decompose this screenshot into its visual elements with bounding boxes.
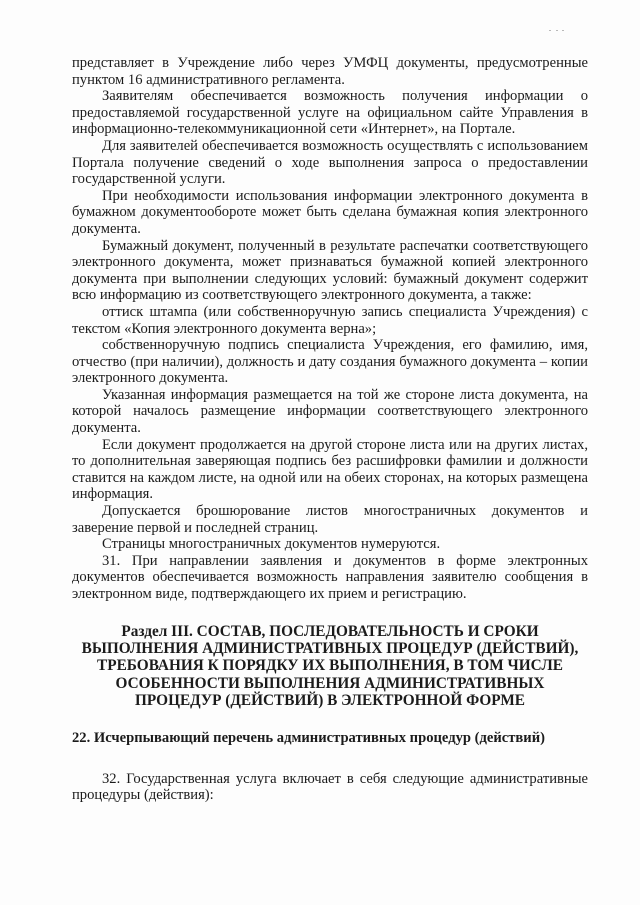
paragraph-11: Страницы многостраничных документов нумеруются. [102, 536, 441, 553]
paragraph-7: собственноручную подпись специалиста Учреждения, его фамилию, имя, отчество (при наличии), должность и дату создания бумажного документа – копии электронного документа. [72, 337, 588, 387]
paragraph-5: Бумажный документ, полученный в результате распечатки соответствующего электронного документа, может признаваться бумажной копией электронного документа при выполнении следующих условий: бумажный документ содержит всю информацию из соответствующего электронного документа, а также: [72, 237, 588, 304]
paragraph-2: Заявителям обеспечивается возможность получения информации о предоставляемой государственной услуге на официальном сайте Управления в информационно-телекоммуникационной сети «Интернет», на Портале. [72, 88, 588, 138]
paragraph-32: 32. Государственная услуга включает в себя следующие административные процедуры (действия): [72, 770, 588, 804]
subsection-title: 22. Исчерпывающий перечень административных процедур (действий) [72, 729, 545, 746]
paragraph-3: Для заявителей обеспечивается возможность осуществлять с использованием Портала получение сведений о ходе выполнения запроса о предоставлении государственной услуги. [72, 137, 588, 188]
paragraph-4: При необходимости использования информации электронного документа в бумажном документообороте может быть сделана бумажная копия электронного документа. [72, 187, 588, 237]
paragraph-9: Если документ продолжается на другой стороне листа или на других листах, то дополнительная заверяющая подпись без расшифровки фамилии и должности ставится на каждом листе, на одной или на обеих сторонах, на которых размещена информация. [72, 436, 588, 503]
paragraph-12: 31. При направлении заявления и документов в форме электронных документов обеспечивается возможность направления заявителю сообщения в электронном виде, подтверждающего их прием и регистрацию. [72, 552, 588, 602]
paragraph-6: оттиск штампа (или собственноручную запись специалиста Учреждения) с текстом «Копия электронного документа верна»; [72, 303, 588, 337]
paragraph-8: Указанная информация размещается на той же стороне листа документа, на которой началось размещение информации соответствующего электронного документа. [72, 386, 588, 437]
paragraph-1: представляет в Учреждение либо через УМФЦ документы, предусмотренные пунктом 16 административного регламента. [72, 55, 588, 88]
document-body [72, 55, 588, 804]
section-title: Раздел III. СОСТАВ, ПОСЛЕДОВАТЕЛЬНОСТЬ И СРОКИ ВЫПОЛНЕНИЯ АДМИНИСТРАТИВНЫХ ПРОЦЕДУР (ДЕЙСТВИЙ), ТРЕБОВАНИЯ К ПОРЯДКУ ИХ ВЫПОЛНЕНИЯ, В ТОМ ЧИСЛЕ ОСОБЕННОСТИ ВЫПОЛНЕНИЯ АДМИНИСТРАТИВНЫХ ПРОЦЕДУР (ДЕЙСТВИЙ) В ЭЛЕКТРОННОЙ ФОРМЕ [81, 622, 579, 710]
paragraph-10: Допускается брошюрование листов многостраничных документов и заверение первой и последней страниц. [72, 503, 588, 536]
scan-speck-mark [549, 30, 565, 33]
